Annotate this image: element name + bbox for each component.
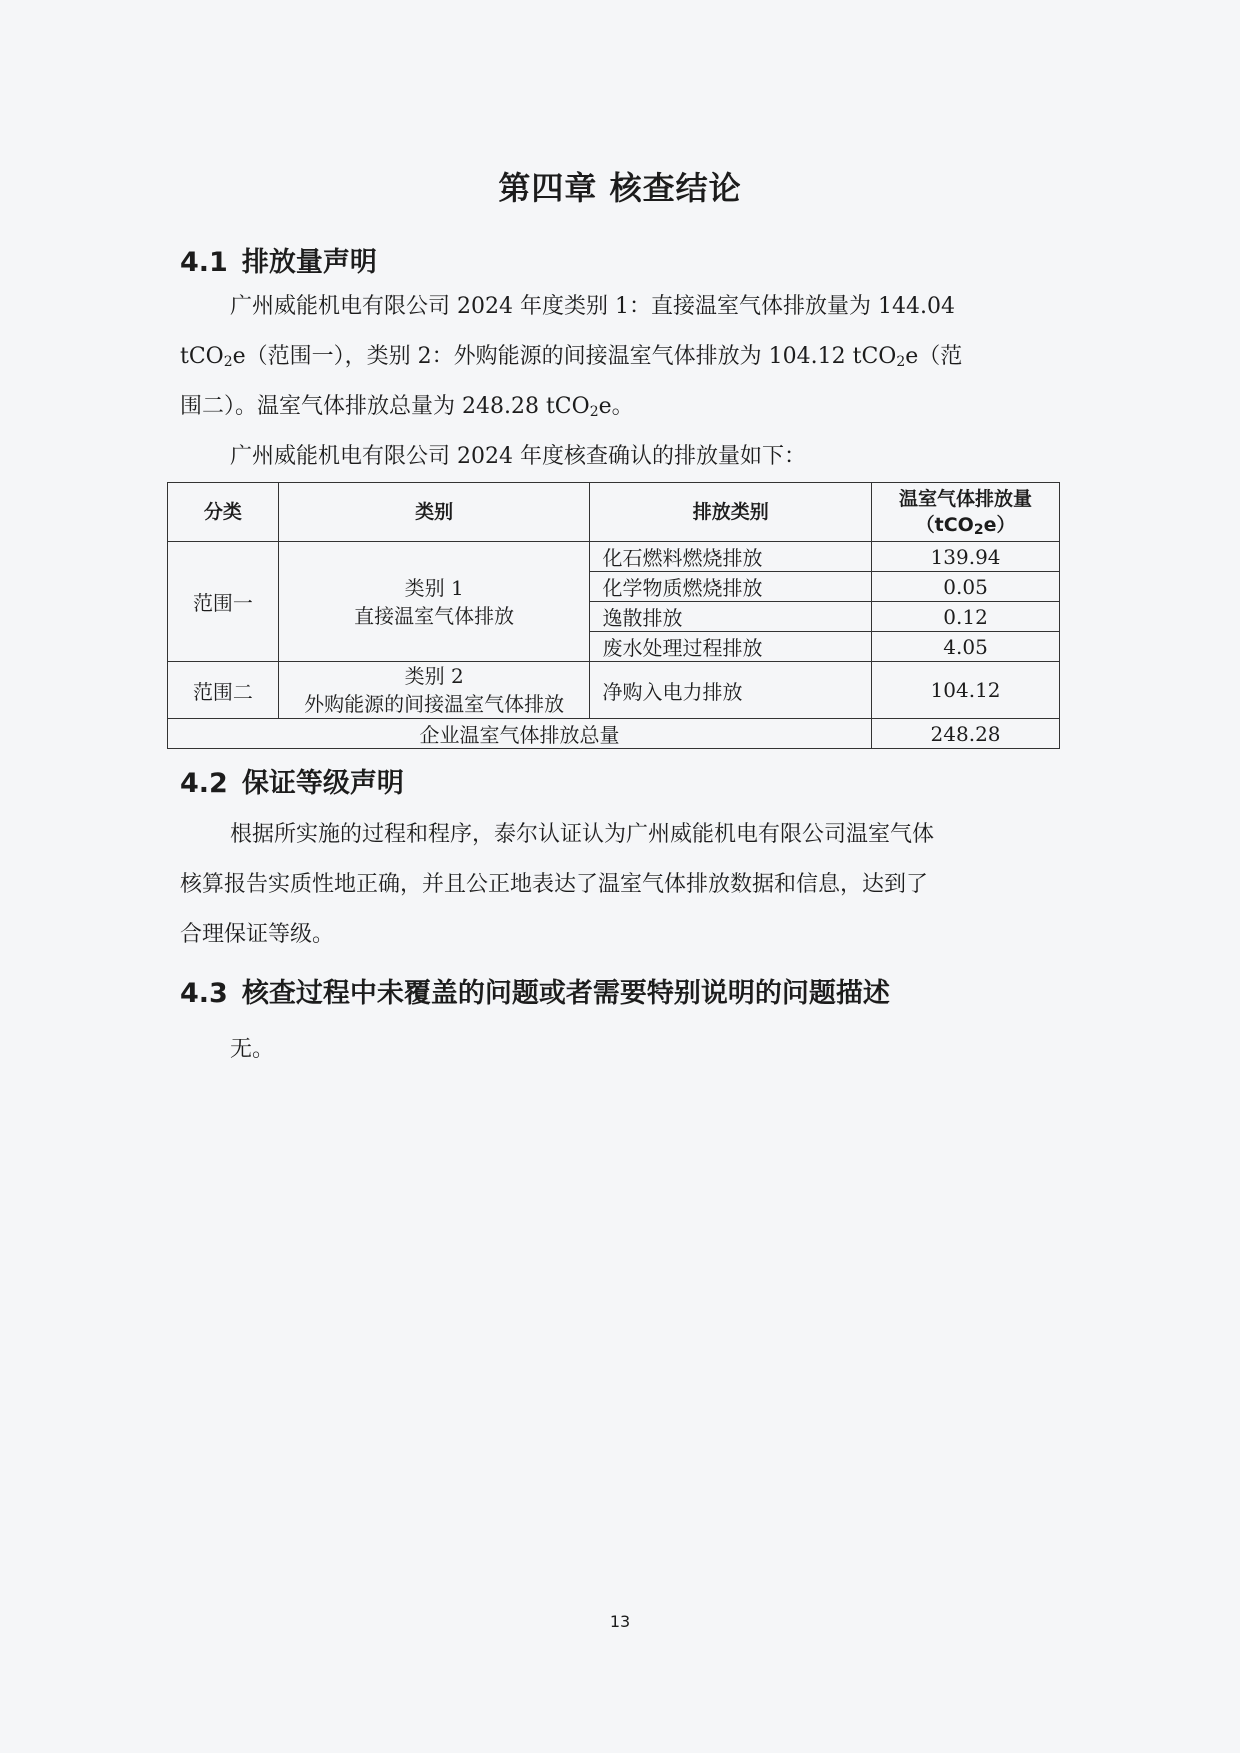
paragraph-line: 广州威能机电有限公司 2024 年度类别 1：直接温室气体排放量为 144.04 — [230, 294, 955, 319]
scope2-category: 类别 2 外购能源的间接温室气体排放 — [278, 662, 590, 719]
emission-value-cell: 0.12 — [872, 602, 1060, 632]
emission-type-cell: 化学物质燃烧排放 — [590, 572, 872, 602]
page-number: 13 — [609, 1612, 631, 1631]
section-title: 保证等级声明 — [241, 768, 404, 799]
section-title: 排放量声明 — [241, 247, 377, 278]
table-row — [168, 662, 1060, 719]
emission-type-cell: 废水处理过程排放 — [590, 632, 872, 662]
table-row — [168, 542, 1060, 572]
emission-statement-paragraph — [180, 282, 1042, 482]
emission-type-cell: 逸散排放 — [590, 602, 872, 632]
paragraph-line: 广州威能机电有限公司 2024 年度核查确认的排放量如下： — [230, 444, 806, 469]
emissions-table — [167, 482, 1060, 749]
paragraph-line: tCO$_2$e（范围一），类别 2：外购能源的间接温室气体排放为 104.12 tCO$_2$e（范 — [180, 344, 963, 370]
header-category: 类别 — [278, 483, 590, 542]
emission-value-cell: 104.12 — [872, 662, 1060, 719]
table-total-row — [168, 719, 1060, 749]
scope1-category: 类别 1 直接温室气体排放 — [278, 542, 590, 662]
section-number: 4.3 — [180, 978, 228, 1009]
paragraph-line: 根据所实施的过程和程序，泰尔认证认为广州威能机电有限公司温室气体 — [230, 822, 935, 847]
header-emissions: 温室气体排放量 （tCO$_2$e） — [872, 483, 1060, 542]
chapter-title: 第四章 核查结论 — [498, 169, 742, 207]
paragraph-line: 围二）。温室气体排放总量为 248.28 tCO$_2$e。 — [180, 394, 634, 420]
assurance-paragraph — [180, 810, 1042, 960]
section-title: 核查过程中未覆盖的问题或者需要特别说明的问题描述 — [241, 978, 890, 1009]
section-heading-4-2 — [180, 761, 404, 800]
emission-value-cell: 0.05 — [872, 572, 1060, 602]
section-heading-4-3 — [180, 971, 890, 1010]
section-number: 4.1 — [180, 247, 228, 278]
scope2-label: 范围二 — [168, 662, 279, 719]
section-number: 4.2 — [180, 768, 228, 799]
header-emission-type: 排放类别 — [590, 483, 872, 542]
section-heading-4-1 — [180, 240, 377, 279]
emission-value-cell: 4.05 — [872, 632, 1060, 662]
total-label: 企业温室气体排放总量 — [168, 719, 872, 749]
paragraph-line: 核算报告实质性地正确，并且公正地表达了温室气体排放数据和信息，达到了 — [180, 872, 929, 897]
total-value: 248.28 — [872, 719, 1060, 749]
emission-type-cell: 化石燃料燃烧排放 — [590, 542, 872, 572]
emission-value-cell: 139.94 — [872, 542, 1060, 572]
table-header-row — [168, 483, 1060, 542]
scope1-label: 范围一 — [168, 542, 279, 662]
paragraph-line: 无。 — [230, 1037, 275, 1062]
paragraph-line: 合理保证等级。 — [180, 922, 335, 947]
emission-type-cell: 净购入电力排放 — [590, 662, 872, 719]
header-classification: 分类 — [168, 483, 279, 542]
issues-paragraph — [180, 1025, 1042, 1075]
